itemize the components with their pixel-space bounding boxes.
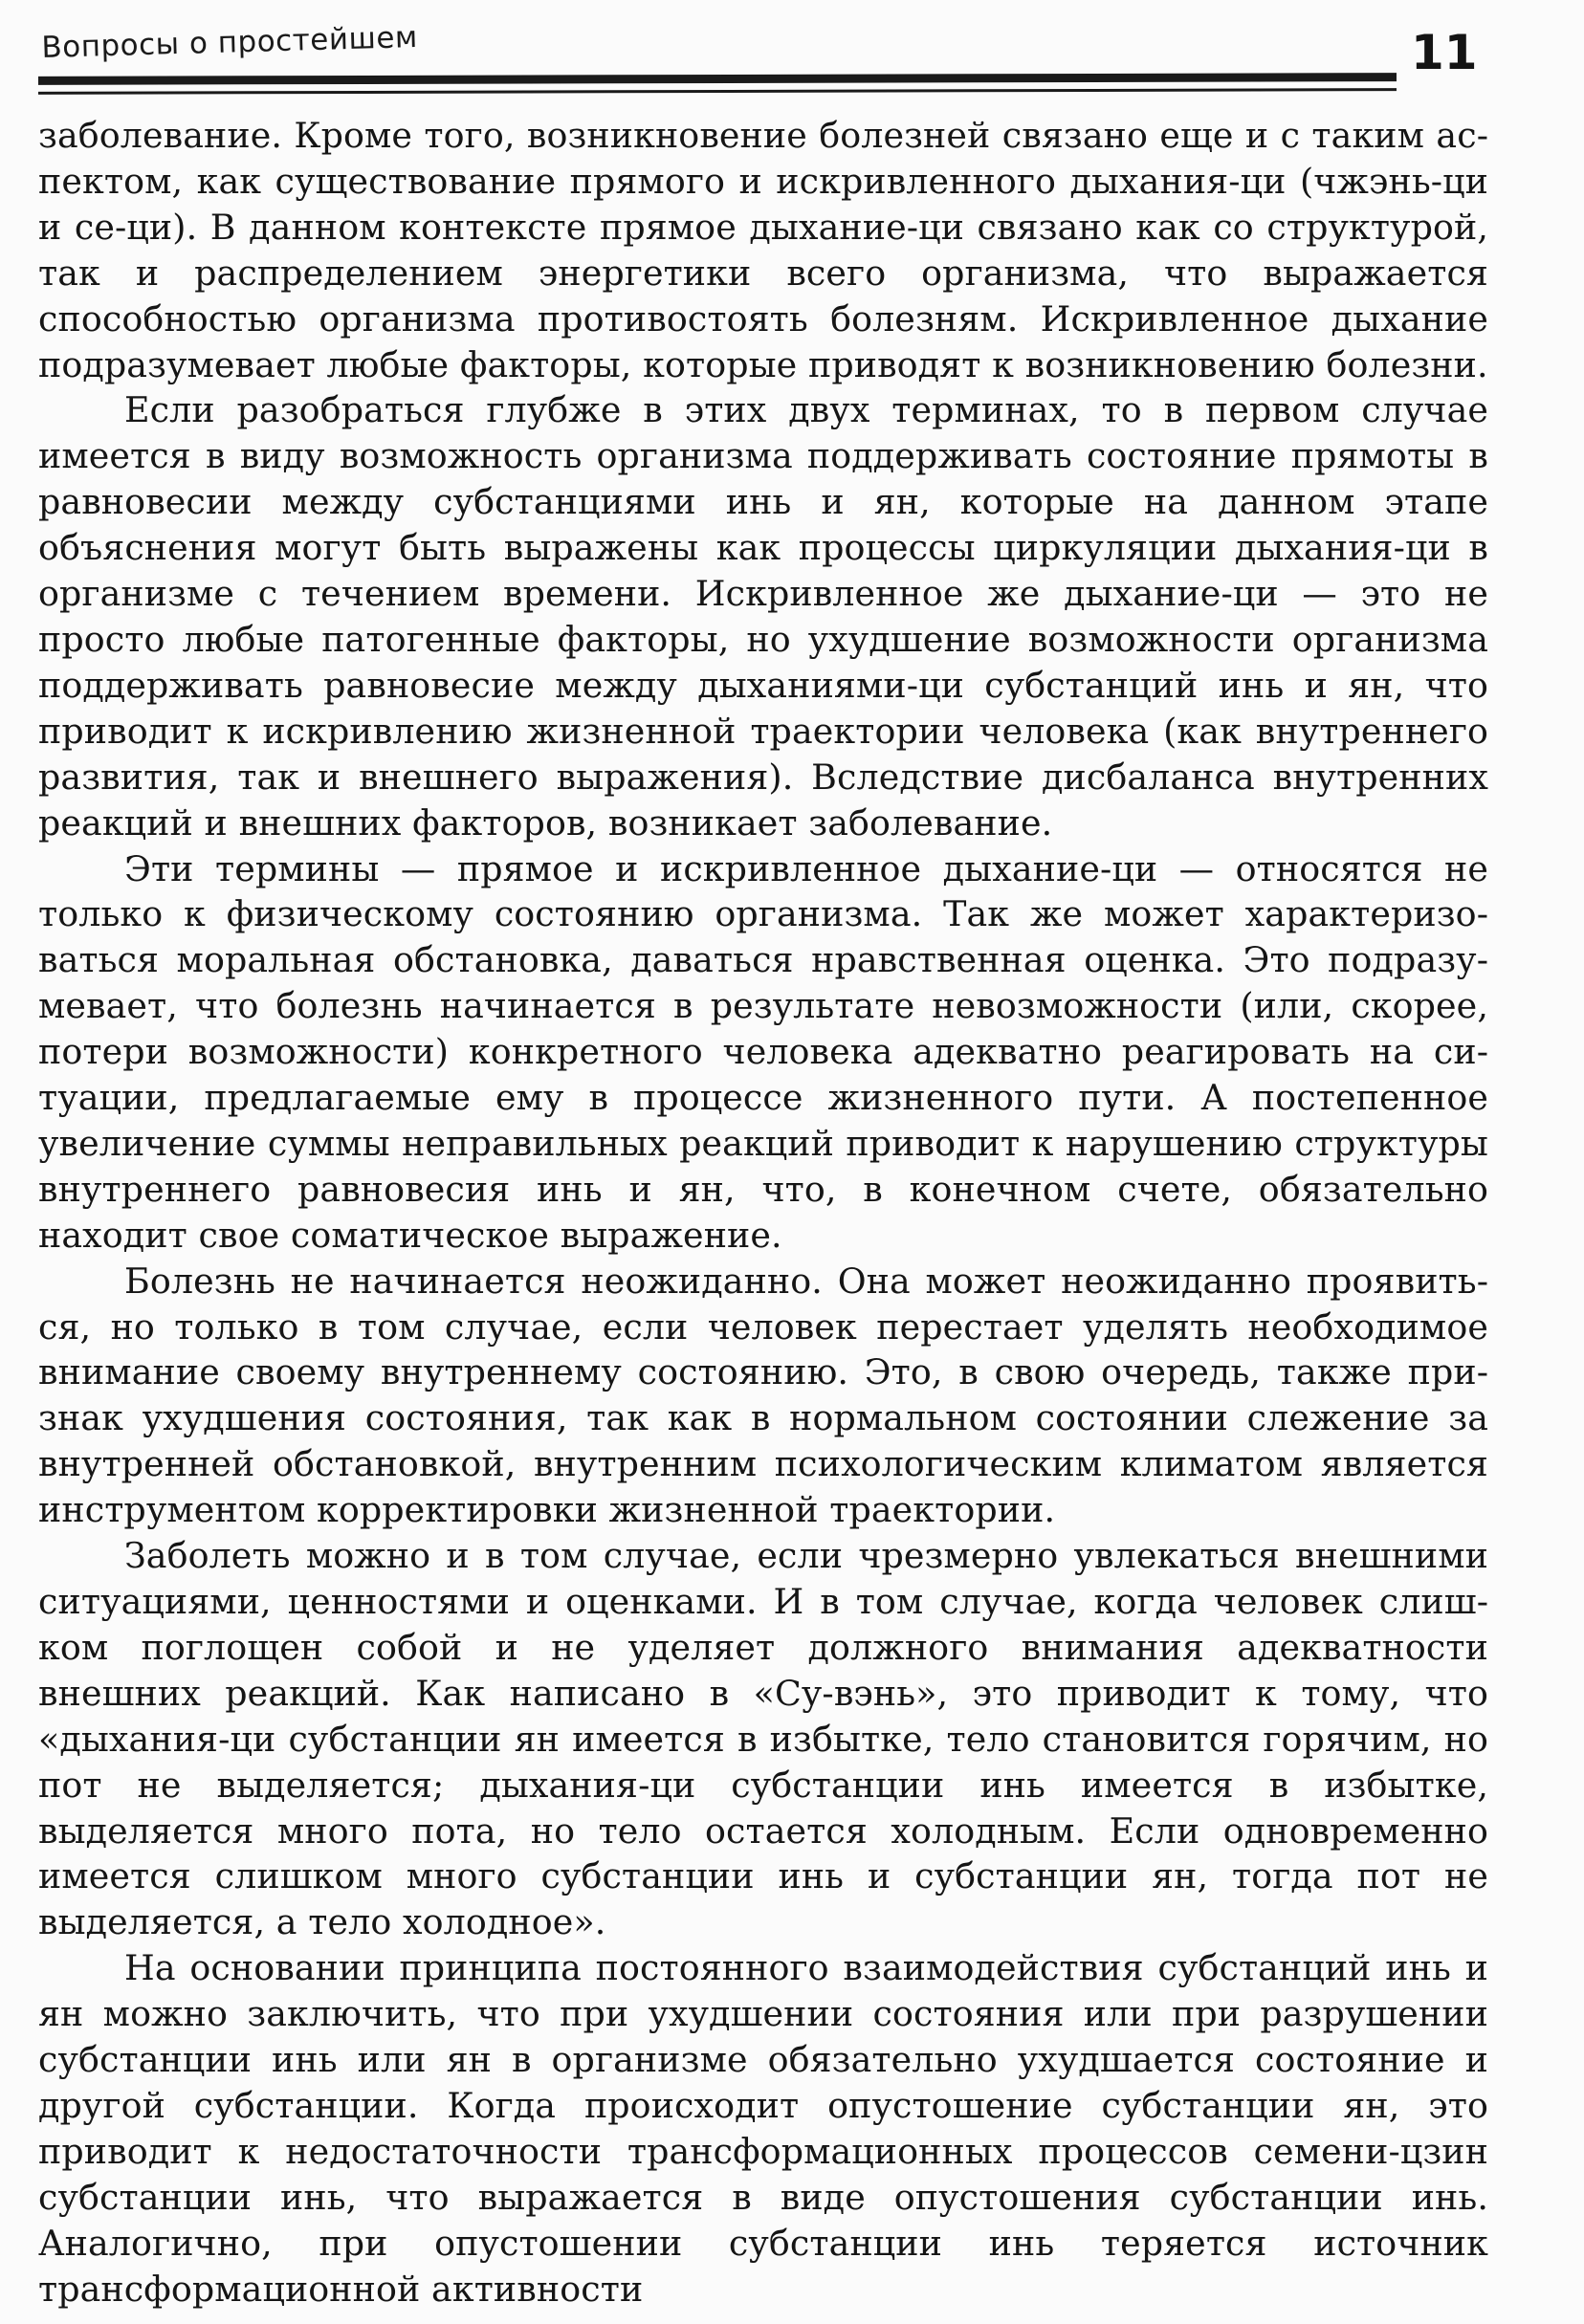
paragraph-1: заболевание. Кроме того, возникновение болезней связано еще и с таким аспектом, как существование прямого и искривленного дыхания-ци (чжэнь-ци и се-ци). В данном контексте прямое дыхание-ци связано как со структурой, так и распределением энергетики всего организма, что выражается способностью организма противостоять болезням. Искривленное дыхание подразумевает любые факторы, которые приводят к возникновению болезни. [38, 115, 1488, 385]
header-rule-thin [38, 88, 1397, 95]
paragraph-5: Заболеть можно и в том случае, если чрезмерно увлекаться внешними ситуациями, ценностями и оценками. И в том случае, когда человек слишком поглощен собой и не уделяет должного внимания адекватности внешних реакций. Как написано в «Су-вэнь», это приводит к тому, что «дыхания-ци субстанции ян имеется в избытке, тело становится горячим, но пот не выделяется; дыхания-ци субстанции инь имеется в избытке, выделяется много пота, но тело остается холодным. Если одновременно имеется слишком много субстанции инь и субстанции ян, тогда пот не выделяется, а тело холодное». [38, 1535, 1488, 1943]
header-rule-thick [38, 73, 1397, 85]
body-text [38, 113, 1488, 2313]
paragraph-4: Болезнь не начинается неожиданно. Она может неожиданно проявиться, но только в том случае, если человек перестает уделять необходимое внимание своему внутреннему состоянию. Это, в свою очередь, также признак ухудшения состояния, так как в нормальном состоянии слежение за внутренней обстановкой, внутренним психологическим климатом является инструментом корректировки жизненной траектории. [38, 1260, 1488, 1531]
running-title: Вопросы о простейшем [40, 20, 419, 65]
running-head [38, 20, 1492, 118]
paragraph-3: Эти термины — прямое и искривленное дыхание-ци — относятся не только к физическому состоянию организма. Так же может характеризоваться моральная обстановка, даваться нравственная оценка. Это подразумевает, что болезнь начинается в результате невозможности (или, скорее, потери возможности) конкретного человека адекватно реагировать на ситуации, предлагаемые ему в процессе жизненного пути. А постепенное увеличение суммы неправильных реакций приводит к нарушению структуры внутреннего равновесия инь и ян, что, в конечном счете, обязательно находит свое соматическое выражение. [38, 847, 1488, 1256]
page-number: 11 [1411, 25, 1478, 80]
paragraph-2: Если разобраться глубже в этих двух терминах, то в первом случае имеется в виду возможность организма поддерживать состояние прямоты в равновесии между субстанциями инь и ян, которые на данном этапе объяснения могут быть выражены как процессы циркуляции дыхания-ци в организме с течением времени. Искривленное же дыхание-ци — это не просто любые патогенные факторы, но ухудшение возможности организма поддерживать равновесие между дыханиями-ци субстанций инь и ян, что приводит к искривлению жизненной траектории человека (как внутреннего развития, так и внешнего выражения). Вследствие дисбаланса внутренних реакций и внешних факторов, возникает заболевание. [38, 389, 1488, 844]
paragraph-6: На основании принципа постоянного взаимодействия субстанций инь и ян можно заключить, что при ухудшении состояния или при разрушении субстанции инь или ян в организме обязательно ухудшается состояние и другой субстанции. Когда происходит опустошение субстанции ян, это приводит к недостаточности трансформационных процессов семени-цзин субстанции инь, что выражается в виде опустошения субстанции инь. Аналогично, при опустошении субстанции инь теряется источник трансформационной активности [38, 1947, 1488, 2310]
